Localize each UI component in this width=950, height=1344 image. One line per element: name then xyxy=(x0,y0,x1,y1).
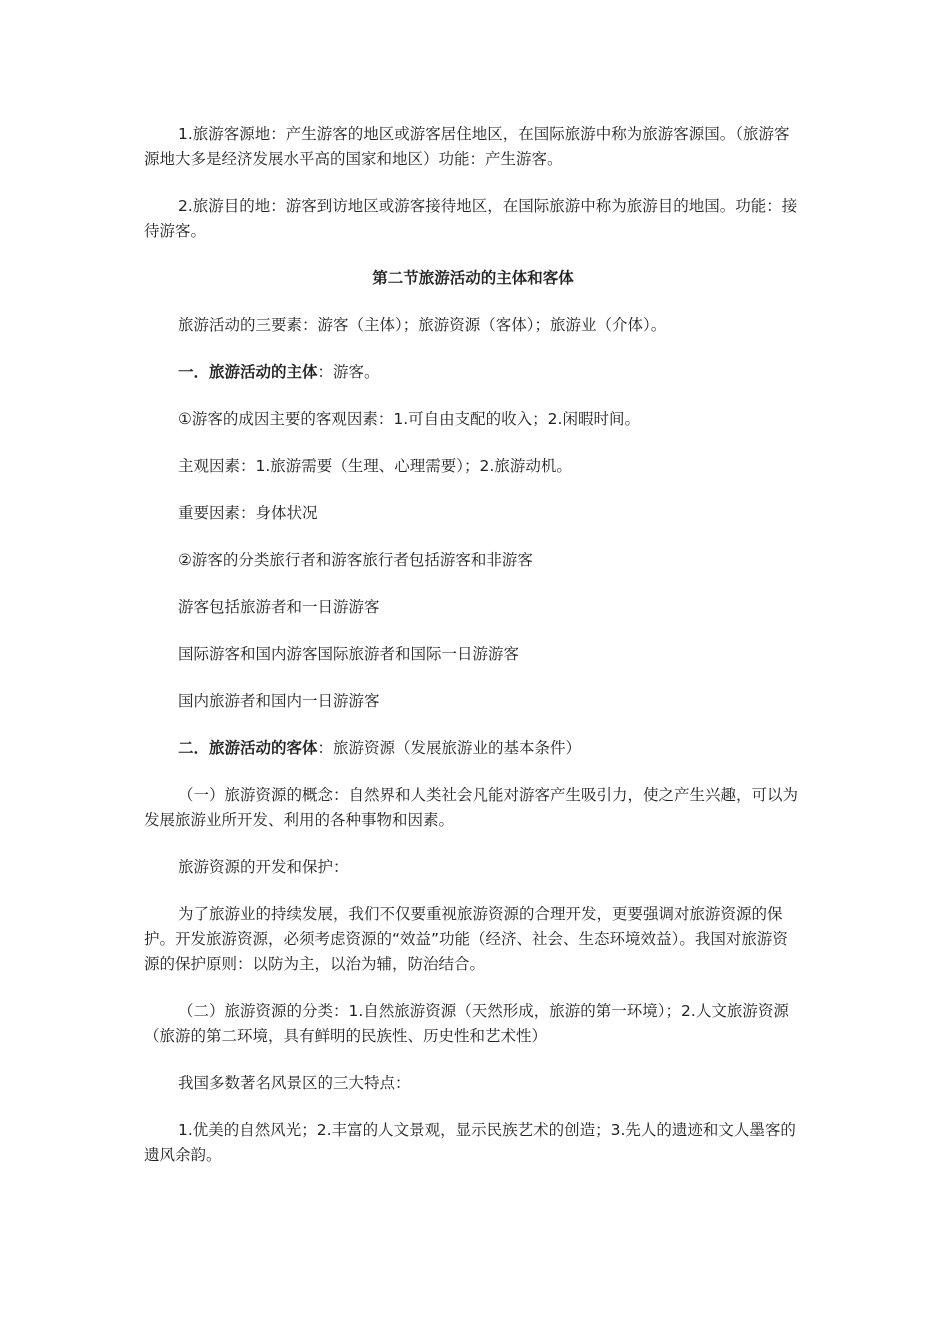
heading-subject-label: 一．旅游活动的主体 xyxy=(178,363,318,381)
paragraph-international-tourists: 国际游客和国内游客国际旅游者和国际一日游游客 xyxy=(178,645,520,663)
paragraph-tourist-classification: ②游客的分类旅行者和游客旅行者包括游客和非游客 xyxy=(178,551,533,569)
heading-subject-text: ：游客。 xyxy=(317,363,380,381)
paragraph-resource-classification: （二）旅游资源的分类：1.自然旅游资源（天然形成，旅游的第一环境）；2.人文旅游资源（旅游的第二环境，具有鲜明的民族性、历史性和艺术性） xyxy=(144,1002,789,1045)
heading-object-text: ：旅游资源（发展旅游业的基本条件） xyxy=(317,739,582,757)
paragraph-scenic-features: 1.优美的自然风光；2.丰富的人文景观，显示民族艺术的创造；3.先人的遗迹和文人墨客的遗风余韵。 xyxy=(144,1121,796,1164)
paragraph-resource-development: 旅游资源的开发和保护： xyxy=(178,858,349,876)
paragraph-objective-factors: ①游客的成因主要的客观因素：1.可自由支配的收入；2.闲暇时间。 xyxy=(178,410,640,428)
paragraph-tourist-includes: 游客包括旅游者和一日游游客 xyxy=(178,598,380,616)
heading-subject xyxy=(144,360,802,385)
paragraph-three-elements: 旅游活动的三要素：游客（主体）；旅游资源（客体）；旅游业（介体）。 xyxy=(178,316,667,334)
paragraph-important-factors: 重要因素：身体状况 xyxy=(178,504,318,522)
paragraph-resource-concept: （一）旅游资源的概念：自然界和人类社会凡能对游客产生吸引力，使之产生兴趣，可以为发展旅游业所开发、利用的各种事物和因素。 xyxy=(144,786,799,829)
heading-object xyxy=(144,736,802,761)
paragraph-subjective-factors: 主观因素：1.旅游需要（生理、心理需要）；2.旅游动机。 xyxy=(178,457,572,475)
paragraph-scenic-features-intro: 我国多数著名风景区的三大特点： xyxy=(178,1074,411,1092)
paragraph-resource-protection: 为了旅游业的持续发展，我们不仅要重视旅游资源的合理开发，更要强调对旅游资源的保护。开发旅游资源，必须考虑资源的“效益”功能（经济、社会、生态环境效益）。我国对旅游资源的保护原则：以防为主，以治为辅，防治结合。 xyxy=(144,905,788,973)
heading-object-label: 二．旅游活动的客体 xyxy=(178,739,318,757)
section-title: 第二节旅游活动的主体和客体 xyxy=(372,269,574,287)
paragraph-tourist-origin: 1.旅游客源地：产生游客的地区或游客居住地区，在国际旅游中称为旅游客源国。（旅游客源地大多是经济发展水平高的国家和地区）功能：产生游客。 xyxy=(144,125,790,168)
paragraph-domestic-tourists: 国内旅游者和国内一日游游客 xyxy=(178,692,380,710)
document-page xyxy=(144,122,802,1168)
paragraph-tourist-destination: 2.旅游目的地：游客到访地区或游客接待地区，在国际旅游中称为旅游目的地国。功能：接待游客。 xyxy=(144,197,798,240)
